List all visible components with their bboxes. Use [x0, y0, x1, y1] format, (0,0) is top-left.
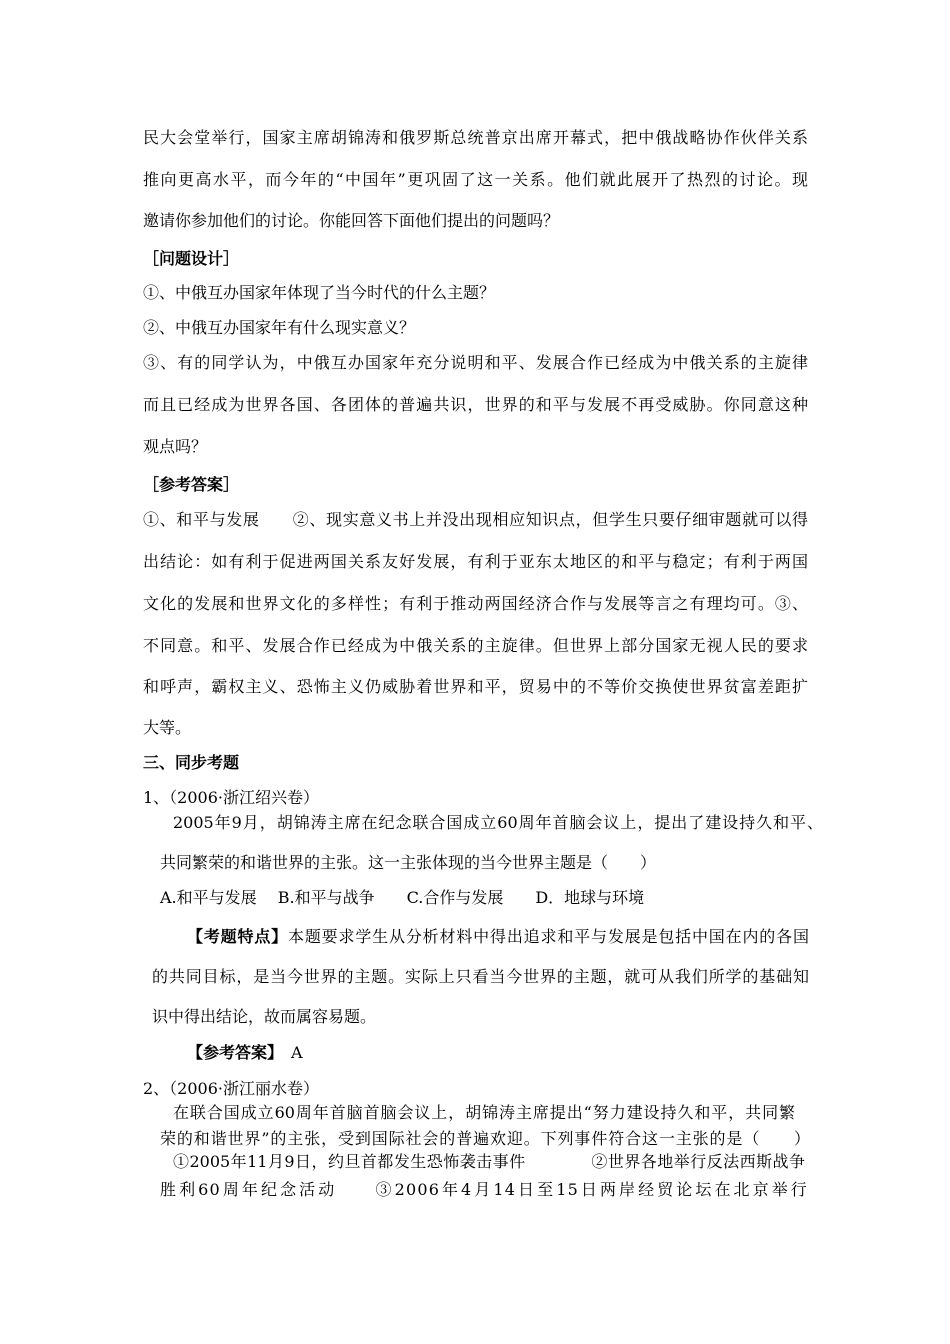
text-line: 推向更高水平，而今年的“中国年”更巩固了这一关系。他们就此展开了热烈的讨论。现	[143, 170, 808, 189]
exam-source: 1、（2006·浙江绍兴卷）	[143, 788, 319, 807]
text-line: 邀请你参加他们的讨论。你能回答下面他们提出的问题吗？	[143, 211, 560, 230]
reference-answer-label: 【参考答案】	[187, 1043, 276, 1062]
exam-feature-label: 【考题特点】	[187, 927, 288, 946]
answer-line: 大等。	[143, 718, 192, 737]
text-line: 观点吗？	[143, 437, 208, 456]
question-stem: 2005年9月，胡锦涛主席在纪念联合国成立60周年首脑会议上，提出了建设持久和平、	[173, 813, 823, 832]
answer-line: 文化的发展和世界文化的多样性；有利于推动两国经济合作与发展等言之有理均可。③、	[143, 594, 808, 613]
text-line: 而且已经成为世界各国、各团体的普遍共识，世界的和平与发展不再受威胁。你同意这种	[143, 395, 808, 414]
question-item: ②、中俄互办国家年有什么现实意义？	[143, 318, 416, 337]
exam-feature-text: 本题要求学生从分析材料中得出追求和平与发展是包括中国在内的各国	[288, 927, 809, 946]
text-line: 的共同目标，是当今世界的主题。实际上只看当今世界的主题，就可从我们所学的基础知	[152, 967, 809, 986]
text-line: 民大会堂举行，国家主席胡锦涛和俄罗斯总统普京出席开幕式，把中俄战略协作伙伴关系	[143, 128, 808, 147]
question-option: ①2005年11月9日，约旦首都发生恐怖袭击事件 ②世界各地举行反法西斯战争	[173, 1152, 805, 1171]
answer-line: 出结论：如有利于促进两国关系友好发展，有利于亚东太地区的和平与稳定；有利于两国	[143, 552, 808, 571]
answer-line: ①、和平与发展 ②、现实意义书上并没出现相应知识点，但学生只要仔细审题就可以得	[143, 510, 808, 529]
question-stem: 荣的和谐世界”的主张，受到国际社会的普遍欢迎。下列事件符合这一主张的是（ ）	[160, 1129, 810, 1148]
section-heading: ［参考答案］	[143, 475, 240, 494]
question-option: 胜利60周年纪念活动 ③2006年4月14日至15日两岸经贸论坛在北京举行	[160, 1180, 808, 1199]
question-stem: 共同繁荣的和谐世界的主张。这一主张体现的当今世界主题是（ ）	[160, 853, 657, 872]
exam-source: 2、（2006·浙江丽水卷）	[143, 1079, 319, 1098]
answer-line: 和呼声，霸权主义、恐怖主义仍威胁着世界和平，贸易中的不等价交换使世界贫富差距扩	[143, 677, 808, 696]
section-heading: ［问题设计］	[143, 249, 240, 268]
answer-line: 不同意。和平、发展合作已经成为中俄关系的主旋律。但世界上部分国家无视人民的要求	[143, 636, 808, 655]
section-heading: 三、同步考题	[143, 753, 240, 772]
reference-answer	[187, 1043, 303, 1063]
exam-feature	[187, 927, 809, 947]
answer-options: A.和平与发展 B.和平与战争 C.合作与发展 D．地球与环境	[160, 888, 645, 907]
question-stem: 在联合国成立60周年首脑首脑会议上，胡锦涛主席提出“努力建设持久和平，共同繁	[173, 1103, 795, 1122]
reference-answer-value: A	[275, 1043, 303, 1062]
question-item: ①、中俄互办国家年体现了当今时代的什么主题？	[143, 283, 496, 302]
text-line: 识中得出结论，故而属容易题。	[152, 1007, 377, 1026]
question-item: ③、有的同学认为，中俄互办国家年充分说明和平、发展合作已经成为中俄关系的主旋律	[143, 353, 808, 372]
